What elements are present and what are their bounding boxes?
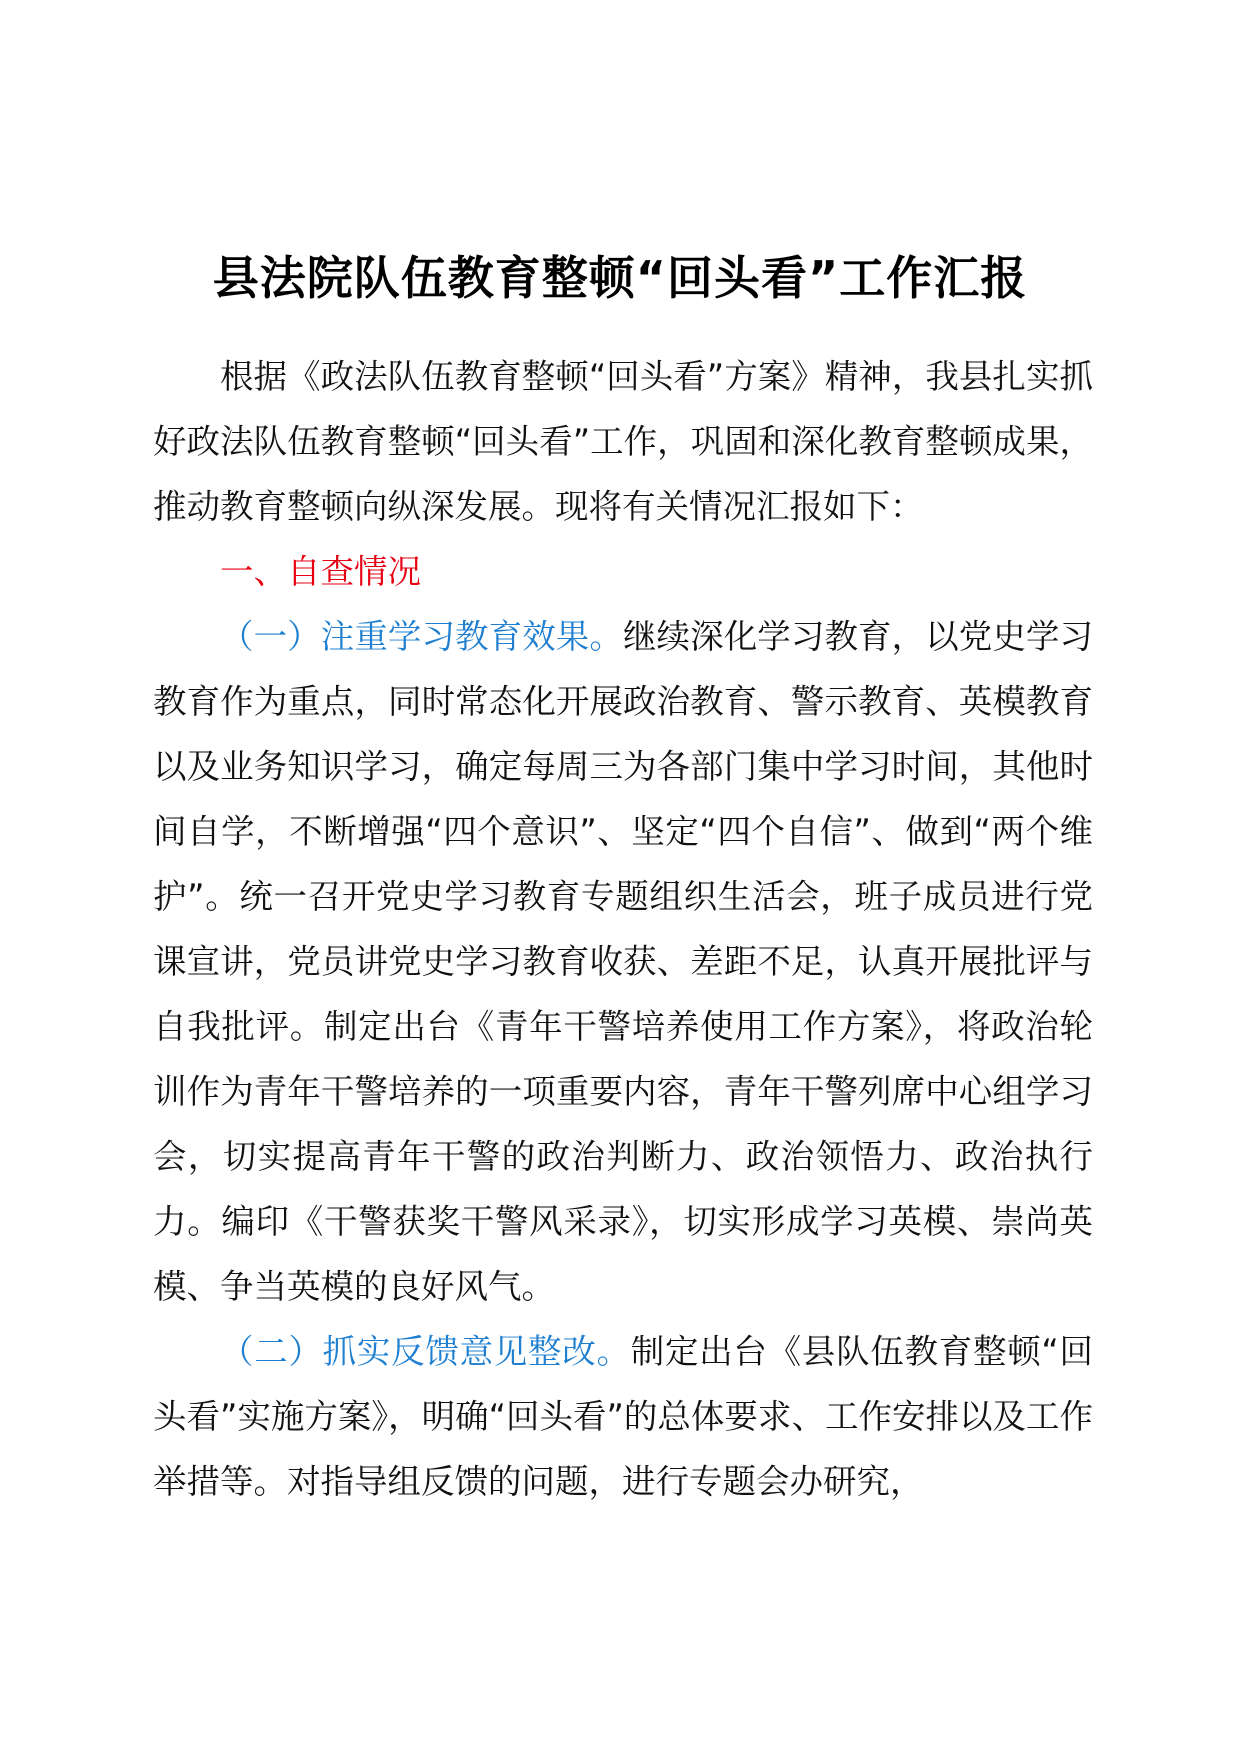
item-2-body: 制定出台《县队伍教育整顿“回头看”实施方案》，明确“回头看”的总体要求、工作安排以及工作举措等。对指导组反馈的问题，进行专题会办研究， [153, 1332, 1094, 1501]
item-paragraph-2 [153, 1319, 1093, 1514]
item-1-lead: （一）注重学习教育效果。 [220, 617, 623, 656]
document-body [153, 344, 1093, 1514]
document-title: 县法院队伍教育整顿“回头看”工作汇报 [212, 251, 1028, 305]
section-heading-self-check: 一、自查情况 [220, 552, 421, 591]
item-paragraph-1 [153, 604, 1093, 1319]
item-2-lead: （二）抓实反馈意见整改。 [220, 1332, 631, 1371]
intro-paragraph: 根据《政法队伍教育整顿“回头看”方案》精神，我县扎实抓好政法队伍教育整顿“回头看”工作，巩固和深化教育整顿成果，推动教育整顿向纵深发展。现将有关情况汇报如下： [153, 357, 1093, 526]
item-1-body: 继续深化学习教育，以党史学习教育作为重点，同时常态化开展政治教育、警示教育、英模教育以及业务知识学习，确定每周三为各部门集中学习时间，其他时间自学，不断增强“四个意识”、坚定“四个自信”、做到“两个维护”。统一召开党史学习教育专题组织生活会，班子成员进行党课宣讲，党员讲党史学习教育收获、差距不足，认真开展批评与自我批评。制定出台《青年干警培养使用工作方案》，将政治轮训作为青年干警培养的一项重要内容，青年干警列席中心组学习会，切实提高青年干警的政治判断力、政治领悟力、政治执行力。编印《干警获奖干警风采录》，切实形成学习英模、崇尚英模、争当英模的良好风气。 [153, 617, 1094, 1306]
